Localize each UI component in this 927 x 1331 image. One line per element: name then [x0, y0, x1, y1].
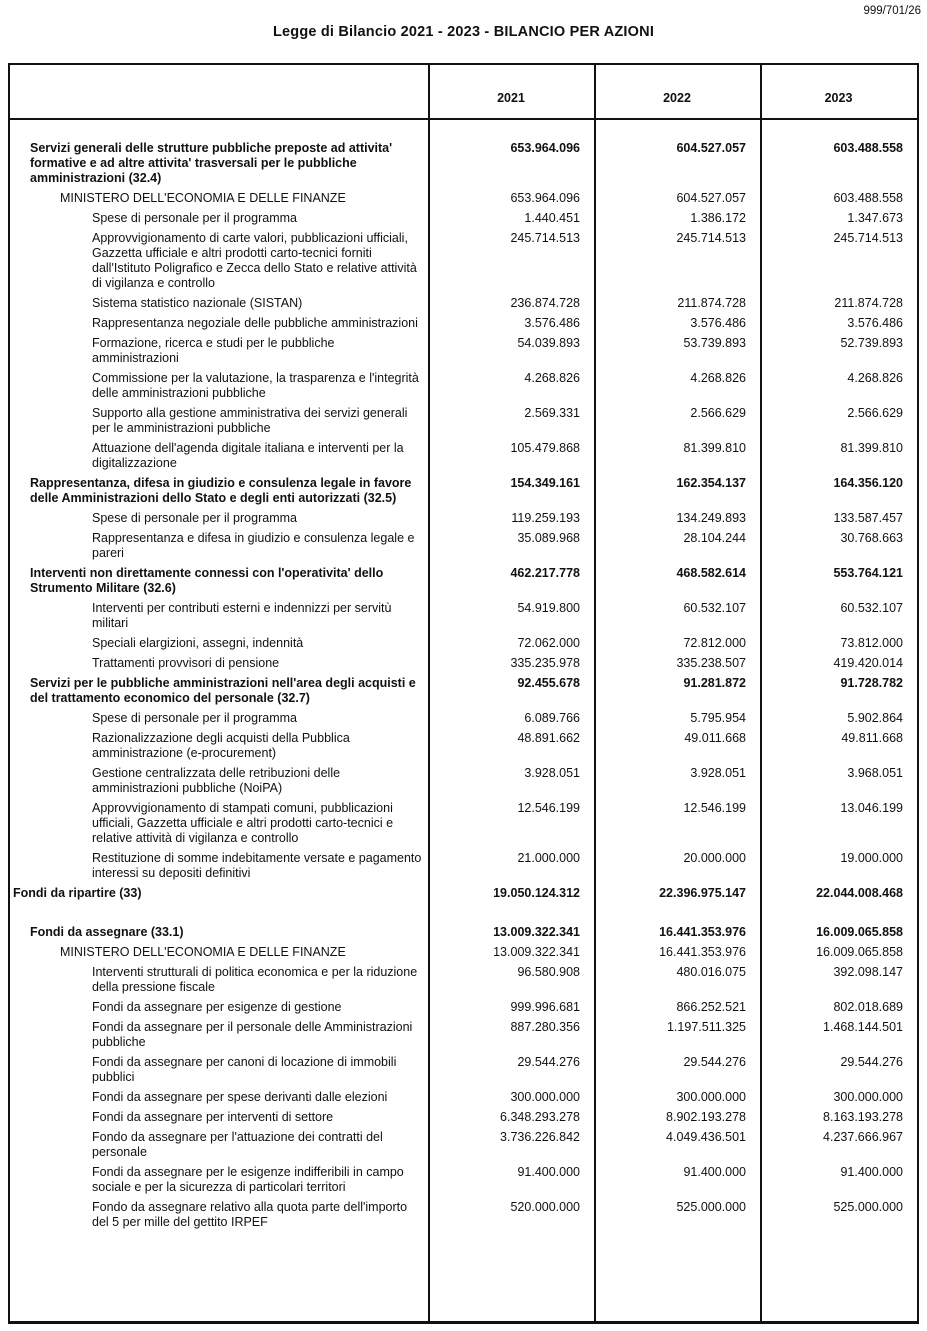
- value-2021: 48.891.662: [517, 731, 580, 745]
- row-label: MINISTERO DELL'ECONOMIA E DELLE FINANZE: [60, 945, 346, 959]
- value-2021: 653.964.096: [510, 141, 580, 155]
- value-2021: 300.000.000: [510, 1090, 580, 1104]
- column-divider: [428, 65, 430, 1321]
- value-2022: 525.000.000: [676, 1200, 746, 1214]
- value-2022: 300.000.000: [676, 1090, 746, 1104]
- value-2022: 4.268.826: [690, 371, 746, 385]
- row-label: Fondi da assegnare per spese derivanti dalle elezioni: [92, 1090, 388, 1104]
- value-2021: 4.268.826: [524, 371, 580, 385]
- value-2023: 13.046.199: [840, 801, 903, 815]
- row-label: Speciali elargizioni, assegni, indennità: [92, 636, 304, 650]
- row-label: Interventi non direttamente connessi con l'operativita' dello Strumento Militare (32.6): [30, 566, 384, 595]
- value-2022: 28.104.244: [683, 531, 746, 545]
- value-2021: 999.996.681: [510, 1000, 580, 1014]
- table-row: [10, 766, 917, 796]
- value-2023: 802.018.689: [833, 1000, 903, 1014]
- value-2022: 211.874.728: [677, 296, 746, 310]
- table-row: [10, 231, 917, 291]
- value-2023: 5.902.864: [847, 711, 903, 725]
- value-2023: 91.728.782: [840, 676, 903, 690]
- table-body: [10, 120, 917, 1230]
- row-label: Rappresentanza e difesa in giudizio e consulenza legale e pareri: [92, 531, 415, 560]
- value-2023: 73.812.000: [840, 636, 903, 650]
- row-label: Fondi da assegnare (33.1): [30, 925, 184, 939]
- table-row: [10, 731, 917, 761]
- value-2022: 49.011.668: [684, 731, 746, 745]
- value-2023: 16.009.065.858: [816, 945, 903, 959]
- table-row: [10, 1200, 917, 1230]
- value-2023: 525.000.000: [833, 1200, 903, 1214]
- value-2022: 4.049.436.501: [666, 1130, 746, 1144]
- value-2022: 1.386.172: [690, 211, 746, 225]
- value-2023: 3.968.051: [847, 766, 903, 780]
- value-2021: 92.455.678: [517, 676, 580, 690]
- row-label: Interventi per contributi esterni e indennizzi per servitù militari: [92, 601, 392, 630]
- table-row: [10, 566, 917, 596]
- row-label: Fondi da ripartire (33): [13, 886, 142, 900]
- value-2023: 1.468.144.501: [823, 1020, 903, 1034]
- value-2021: 3.928.051: [524, 766, 580, 780]
- column-header-2022: 2022: [663, 91, 691, 105]
- value-2022: 22.396.975.147: [659, 886, 746, 900]
- table-row: [10, 296, 917, 311]
- value-2023: 245.714.513: [833, 231, 903, 245]
- value-2022: 72.812.000: [683, 636, 746, 650]
- value-2021: 72.062.000: [517, 636, 580, 650]
- row-label: Gestione centralizzata delle retribuzioni delle amministrazioni pubbliche (NoiPA): [92, 766, 341, 795]
- table-row: [10, 801, 917, 846]
- row-label: Approvvigionamento di carte valori, pubblicazioni ufficiali, Gazzetta ufficiale e altri prodotti carto-tecnici forniti dall'Istituto Poligrafico e Zecca dello Stato e relative attività di vigilanza e controllo: [92, 231, 417, 290]
- value-2021: 6.348.293.278: [500, 1110, 580, 1124]
- table-row: [10, 1165, 917, 1195]
- value-2021: 3.736.226.842: [500, 1130, 580, 1144]
- table-row: [10, 711, 917, 726]
- value-2023: 300.000.000: [833, 1090, 903, 1104]
- value-2022: 335.238.507: [676, 656, 746, 670]
- value-2021: 1.440.451: [524, 211, 580, 225]
- row-label: Razionalizzazione degli acquisti della Pubblica amministrazione (e-procurement): [92, 731, 350, 760]
- value-2023: 419.420.014: [833, 656, 903, 670]
- value-2021: 335.235.978: [510, 656, 580, 670]
- value-2021: 54.039.893: [517, 336, 580, 350]
- value-2023: 164.356.120: [833, 476, 903, 490]
- value-2021: 12.546.199: [517, 801, 580, 815]
- table-row: [10, 1130, 917, 1160]
- table-row: [10, 141, 917, 186]
- value-2022: 20.000.000: [683, 851, 746, 865]
- value-2023: 52.739.893: [840, 336, 903, 350]
- value-2021: 54.919.800: [517, 601, 580, 615]
- value-2021: 96.580.908: [517, 965, 580, 979]
- value-2021: 462.217.778: [510, 566, 580, 580]
- value-2021: 3.576.486: [524, 316, 580, 330]
- column-divider: [594, 65, 596, 1321]
- value-2023: 3.576.486: [847, 316, 903, 330]
- table-row: [10, 886, 917, 901]
- table-row: [10, 1000, 917, 1015]
- value-2021: 21.000.000: [517, 851, 580, 865]
- table-row: [10, 1055, 917, 1085]
- value-2022: 468.582.614: [676, 566, 746, 580]
- table-row: [10, 1110, 917, 1125]
- value-2023: 16.009.065.858: [816, 925, 903, 939]
- row-label: Trattamenti provvisori di pensione: [92, 656, 280, 670]
- table-row: [10, 336, 917, 366]
- row-label: Approvvigionamento di stampati comuni, pubblicazioni ufficiali, Gazzetta ufficiale e altri prodotti carto-tecnici e relative attività di vigilanza e controllo: [92, 801, 394, 845]
- table-row: [10, 191, 917, 206]
- value-2022: 134.249.893: [676, 511, 746, 525]
- table-row: [10, 1020, 917, 1050]
- table-row: [10, 476, 917, 506]
- value-2022: 16.441.353.976: [659, 945, 746, 959]
- row-label: Commissione per la valutazione, la trasparenza e l'integrità delle amministrazioni pubbliche: [92, 371, 419, 400]
- value-2023: 2.566.629: [847, 406, 903, 420]
- table-row: [10, 965, 917, 995]
- value-2023: 81.399.810: [840, 441, 903, 455]
- table-row: [10, 511, 917, 526]
- table-row: [10, 1090, 917, 1105]
- table-row: [10, 371, 917, 401]
- row-label: Interventi strutturali di politica economica e per la riduzione della pressione fiscale: [92, 965, 418, 994]
- value-2022: 91.400.000: [683, 1165, 746, 1179]
- table-row: [10, 316, 917, 331]
- row-label: Restituzione di somme indebitamente versate e pagamento interessi su depositi definitivi: [92, 851, 422, 880]
- value-2022: 604.527.057: [676, 191, 746, 205]
- table-row: [10, 676, 917, 706]
- value-2021: 19.050.124.312: [493, 886, 580, 900]
- value-2022: 3.576.486: [690, 316, 746, 330]
- value-2021: 653.964.096: [510, 191, 580, 205]
- value-2021: 236.874.728: [510, 296, 580, 310]
- budget-table: [8, 63, 919, 1324]
- value-2021: 35.089.968: [517, 531, 580, 545]
- value-2021: 119.259.193: [511, 511, 580, 525]
- value-2023: 392.098.147: [833, 965, 903, 979]
- table-row: [10, 601, 917, 631]
- row-label: Fondi da assegnare per le esigenze indifferibili in campo sociale e per la sicurezza di particolari territori: [92, 1165, 404, 1194]
- value-2022: 81.399.810: [683, 441, 746, 455]
- row-label: Fondi da assegnare per interventi di settore: [92, 1110, 334, 1124]
- row-label: Fondo da assegnare per l'attuazione dei contratti del personale: [92, 1130, 383, 1159]
- value-2021: 154.349.161: [510, 476, 580, 490]
- value-2023: 1.347.673: [847, 211, 903, 225]
- value-2023: 91.400.000: [840, 1165, 903, 1179]
- value-2023: 4.268.826: [847, 371, 903, 385]
- table-header-row: [10, 65, 917, 120]
- row-label: Fondi da assegnare per canoni di locazione di immobili pubblici: [92, 1055, 397, 1084]
- value-2022: 245.714.513: [676, 231, 746, 245]
- value-2021: 887.280.356: [510, 1020, 580, 1034]
- value-2022: 16.441.353.976: [659, 925, 746, 939]
- table-row: [10, 945, 917, 960]
- value-2022: 3.928.051: [690, 766, 746, 780]
- value-2022: 5.795.954: [690, 711, 746, 725]
- value-2023: 133.587.457: [833, 511, 903, 525]
- value-2021: 520.000.000: [510, 1200, 580, 1214]
- value-2023: 22.044.008.468: [816, 886, 903, 900]
- value-2023: 8.163.193.278: [823, 1110, 903, 1124]
- row-label: Rappresentanza, difesa in giudizio e consulenza legale in favore delle Amministrazioni dello Stato e degli enti autorizzati (32.5): [30, 476, 412, 505]
- value-2022: 53.739.893: [683, 336, 746, 350]
- table-row: [10, 851, 917, 881]
- table-row: [10, 441, 917, 471]
- row-label: Attuazione dell'agenda digitale italiana e interventi per la digitalizzazione: [92, 441, 404, 470]
- row-label: Servizi generali delle strutture pubbliche preposte ad attivita' formative e ad altre attivita' trasversali per le pubbliche amministrazioni (32.4): [30, 141, 393, 185]
- value-2022: 2.566.629: [690, 406, 746, 420]
- row-label: Formazione, ricerca e studi per le pubbliche amministrazioni: [92, 336, 335, 365]
- value-2021: 2.569.331: [524, 406, 580, 420]
- value-2022: 29.544.276: [683, 1055, 746, 1069]
- value-2023: 4.237.666.967: [823, 1130, 903, 1144]
- description-column-header: [10, 85, 428, 99]
- row-label: Fondi da assegnare per esigenze di gestione: [92, 1000, 342, 1014]
- row-label: Rappresentanza negoziale delle pubbliche amministrazioni: [92, 316, 418, 330]
- row-label: Fondo da assegnare relativo alla quota parte dell'importo del 5 per mille del gettito IRPEF: [92, 1200, 408, 1229]
- value-2021: 91.400.000: [517, 1165, 580, 1179]
- value-2022: 60.532.107: [683, 601, 746, 615]
- value-2023: 211.874.728: [834, 296, 903, 310]
- table-row: [10, 406, 917, 436]
- value-2022: 162.354.137: [676, 476, 746, 490]
- value-2023: 49.811.668: [841, 731, 903, 745]
- value-2022: 1.197.511.325: [666, 1020, 746, 1034]
- row-label: Spese di personale per il programma: [92, 711, 297, 725]
- value-2023: 60.532.107: [840, 601, 903, 615]
- value-2023: 603.488.558: [833, 141, 903, 155]
- table-row: [10, 636, 917, 651]
- value-2023: 553.764.121: [833, 566, 903, 580]
- value-2021: 13.009.322.341: [493, 945, 580, 959]
- value-2021: 105.479.868: [510, 441, 580, 455]
- row-label: MINISTERO DELL'ECONOMIA E DELLE FINANZE: [60, 191, 346, 205]
- value-2022: 866.252.521: [676, 1000, 746, 1014]
- value-2022: 12.546.199: [683, 801, 746, 815]
- value-2023: 19.000.000: [840, 851, 903, 865]
- value-2021: 29.544.276: [517, 1055, 580, 1069]
- column-divider: [760, 65, 762, 1321]
- row-label: Fondi da assegnare per il personale delle Amministrazioni pubbliche: [92, 1020, 413, 1049]
- row-label: Sistema statistico nazionale (SISTAN): [92, 296, 303, 310]
- column-header-2023: 2023: [824, 91, 853, 105]
- table-row: [10, 656, 917, 671]
- value-2021: 245.714.513: [510, 231, 580, 245]
- value-2023: 29.544.276: [840, 1055, 903, 1069]
- value-2021: 13.009.322.341: [493, 925, 580, 939]
- table-row: [10, 925, 917, 940]
- value-2022: 604.527.057: [676, 141, 746, 155]
- table-row: [10, 531, 917, 561]
- value-2021: 6.089.766: [524, 711, 580, 725]
- value-2023: 30.768.663: [840, 531, 903, 545]
- document-title: Legge di Bilancio 2021 - 2023 - BILANCIO PER AZIONI: [272, 24, 655, 40]
- table-row: [10, 211, 917, 226]
- row-label: Spese di personale per il programma: [92, 511, 297, 525]
- row-label: Supporto alla gestione amministrativa dei servizi generali per le amministrazioni pubbliche: [92, 406, 408, 435]
- value-2022: 8.902.193.278: [666, 1110, 746, 1124]
- column-header-2021: 2021: [497, 91, 525, 105]
- page-reference: 999/701/26: [863, 5, 921, 17]
- row-label: Spese di personale per il programma: [92, 211, 297, 225]
- value-2023: 603.488.558: [833, 191, 903, 205]
- row-label: Servizi per le pubbliche amministrazioni nell'area degli acquisti e del trattamento economico del personale (32.7): [30, 676, 416, 705]
- value-2022: 91.281.872: [683, 676, 746, 690]
- value-2022: 480.016.075: [676, 965, 746, 979]
